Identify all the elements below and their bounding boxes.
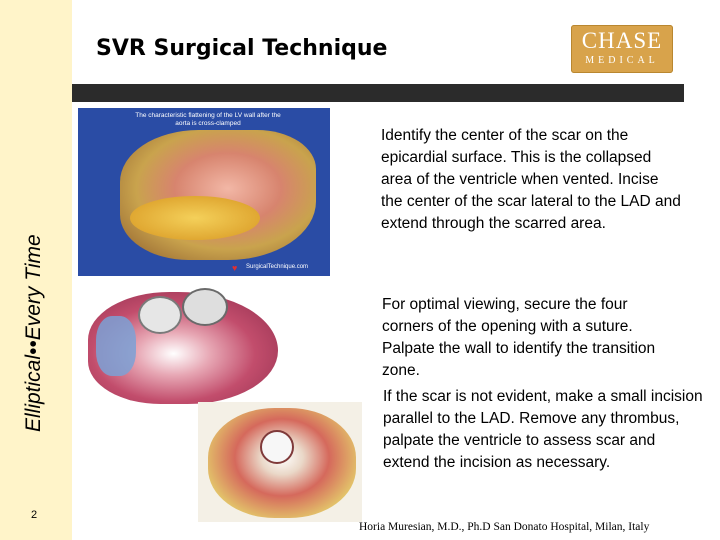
- logo-bottom-text: MEDICAL: [585, 55, 659, 66]
- header-divider: [72, 84, 684, 102]
- page-number: 2: [31, 509, 38, 521]
- heart-icon: ♥: [232, 263, 238, 273]
- right-ventricle-shape: [96, 316, 136, 376]
- surgical-field: [120, 130, 316, 260]
- incision-photo: [198, 402, 362, 522]
- logo-top-text: CHASE: [581, 28, 663, 53]
- valve-left: [138, 296, 182, 334]
- paragraph-1: Identify the center of the scar on the epicardial surface. This is the collapsed area of the ventricle when vented. Incise the center of the scar lateral to the LAD and extend through the scarred area.: [381, 127, 681, 232]
- fat-tissue: [130, 196, 260, 240]
- side-tagline: Elliptical••Every Time: [22, 234, 45, 432]
- page-title: SVR Surgical Technique: [96, 36, 388, 61]
- heart-anatomy-illustration: [80, 282, 296, 410]
- valve-right: [182, 288, 228, 326]
- author-credit: Horia Muresian, M.D., Ph.D San Donato Hospital, Milan, Italy: [359, 521, 650, 533]
- chase-medical-logo: [571, 25, 673, 73]
- incision-opening: [260, 430, 294, 464]
- photo-footer: SurgicalTechnique.com: [246, 264, 309, 270]
- heart-surgery-photo: [78, 108, 330, 276]
- photo-caption: The characteristic flattening of the LV wall after the aorta is cross-clamped: [135, 112, 281, 127]
- paragraph-3: If the scar is not evident, make a small incision parallel to the LAD. Remove any thrombus, palpate the ventricle to assess scar and extend the incision as necessary.: [383, 388, 703, 471]
- paragraph-2: For optimal viewing, secure the four corners of the opening with a suture. Palpate the wall to identify the transition zone.: [382, 296, 656, 379]
